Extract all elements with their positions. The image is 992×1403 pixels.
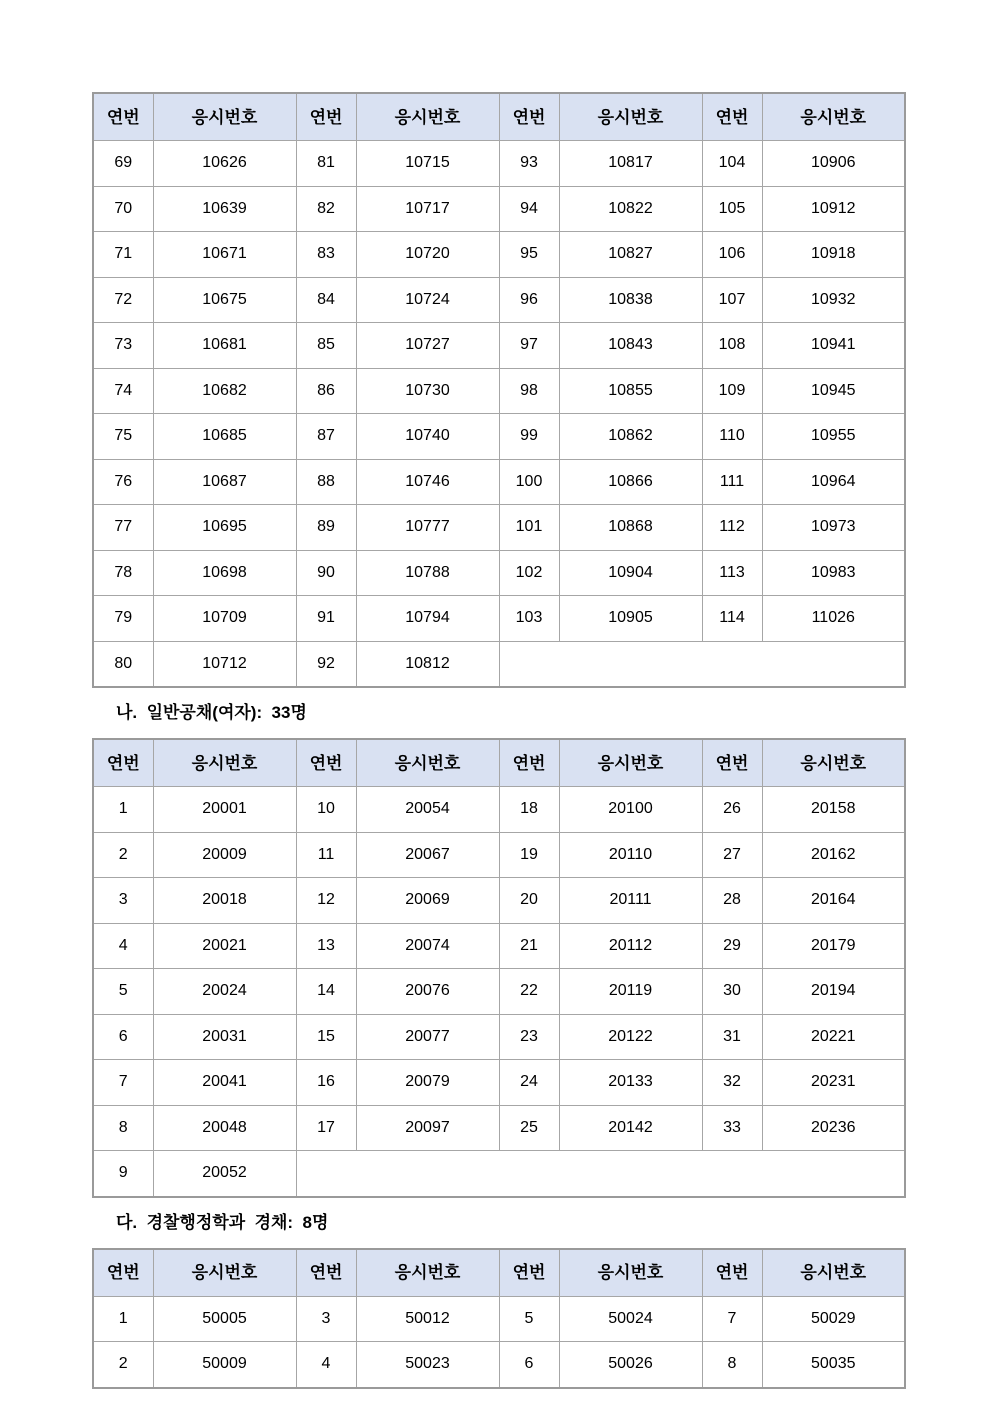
cell-examno: 10746 (356, 459, 499, 505)
cell-seq: 17 (296, 1105, 356, 1151)
cell-examno: 20111 (559, 878, 702, 924)
cell-examno: 10727 (356, 323, 499, 369)
document-body (92, 92, 898, 1389)
cell-seq: 28 (702, 878, 762, 924)
cell-seq: 69 (93, 141, 153, 187)
table-b-body (93, 787, 905, 1197)
table-row (93, 141, 905, 187)
column-header-examno-1: 응시번호 (153, 1249, 296, 1297)
table-row (93, 186, 905, 232)
cell-seq: 112 (702, 505, 762, 551)
cell-examno: 10827 (559, 232, 702, 278)
cell-seq: 74 (93, 368, 153, 414)
cell-examno: 10862 (559, 414, 702, 460)
cell-examno: 50024 (559, 1296, 702, 1342)
column-header-examno-4: 응시번호 (762, 1249, 905, 1297)
cell-seq: 2 (93, 832, 153, 878)
cell-seq: 101 (499, 505, 559, 551)
cell-seq: 85 (296, 323, 356, 369)
cell-seq: 104 (702, 141, 762, 187)
table-row (93, 596, 905, 642)
cell-seq: 22 (499, 969, 559, 1015)
cell-examno: 20122 (559, 1014, 702, 1060)
cell-seq: 95 (499, 232, 559, 278)
table-row-last (93, 641, 905, 687)
section-heading-b: 나. 일반공채(여자): 33명 (116, 703, 307, 722)
cell-examno: 50012 (356, 1296, 499, 1342)
cell-examno: 20158 (762, 787, 905, 833)
cell-seq: 105 (702, 186, 762, 232)
cell-seq: 102 (499, 550, 559, 596)
table-row (93, 1296, 905, 1342)
table-row (93, 550, 905, 596)
cell-examno: 20074 (356, 923, 499, 969)
cell-seq: 15 (296, 1014, 356, 1060)
cell-seq: 93 (499, 141, 559, 187)
cell-seq: 83 (296, 232, 356, 278)
cell-examno: 10740 (356, 414, 499, 460)
table-c-header (93, 1249, 905, 1297)
cell-examno: 20077 (356, 1014, 499, 1060)
cell-examno: 20067 (356, 832, 499, 878)
cell-seq: 88 (296, 459, 356, 505)
cell-examno: 10904 (559, 550, 702, 596)
column-header-seq-3: 연번 (499, 739, 559, 787)
column-header-examno-1: 응시번호 (153, 93, 296, 141)
cell-examno: 10964 (762, 459, 905, 505)
column-header-seq-2: 연번 (296, 93, 356, 141)
table-row (93, 1105, 905, 1151)
column-header-examno-2: 응시번호 (356, 739, 499, 787)
cell-seq: 25 (499, 1105, 559, 1151)
cell-examno: 10717 (356, 186, 499, 232)
cell-seq: 94 (499, 186, 559, 232)
cell-examno: 10720 (356, 232, 499, 278)
cell-seq: 80 (93, 641, 153, 687)
column-header-seq-4: 연번 (702, 739, 762, 787)
column-header-seq-2: 연번 (296, 1249, 356, 1297)
cell-examno: 20112 (559, 923, 702, 969)
cell-seq: 107 (702, 277, 762, 323)
cell-seq: 75 (93, 414, 153, 460)
cell-examno: 20031 (153, 1014, 296, 1060)
cell-seq: 3 (296, 1296, 356, 1342)
cell-examno: 10730 (356, 368, 499, 414)
cell-examno: 50005 (153, 1296, 296, 1342)
cell-seq: 11 (296, 832, 356, 878)
cell-examno: 10918 (762, 232, 905, 278)
cell-seq: 5 (499, 1296, 559, 1342)
cell-seq: 18 (499, 787, 559, 833)
cell-seq: 12 (296, 878, 356, 924)
cell-examno: 10941 (762, 323, 905, 369)
cell-examno: 10709 (153, 596, 296, 642)
exam-number-table-c (92, 1248, 906, 1389)
cell-examno: 11026 (762, 596, 905, 642)
cell-examno: 20162 (762, 832, 905, 878)
cell-seq: 109 (702, 368, 762, 414)
column-header-examno-2: 응시번호 (356, 93, 499, 141)
column-header-examno-3: 응시번호 (559, 739, 702, 787)
cell-seq: 113 (702, 550, 762, 596)
cell-seq: 72 (93, 277, 153, 323)
cell-examno: 20009 (153, 832, 296, 878)
cell-seq: 78 (93, 550, 153, 596)
cell-examno: 20110 (559, 832, 702, 878)
cell-examno: 10866 (559, 459, 702, 505)
cell-examno: 10685 (153, 414, 296, 460)
cell-examno: 20119 (559, 969, 702, 1015)
cell-examno: 20069 (356, 878, 499, 924)
cell-examno: 20079 (356, 1060, 499, 1106)
cell-examno: 20100 (559, 787, 702, 833)
table-row (93, 505, 905, 551)
cell-examno: 10843 (559, 323, 702, 369)
cell-examno: 20194 (762, 969, 905, 1015)
cell-examno: 10905 (559, 596, 702, 642)
cell-examno: 10945 (762, 368, 905, 414)
table-row (93, 878, 905, 924)
cell-examno: 20048 (153, 1105, 296, 1151)
cell-examno: 20097 (356, 1105, 499, 1151)
section-heading-c-row (92, 1198, 898, 1248)
table-row (93, 832, 905, 878)
cell-seq: 8 (93, 1105, 153, 1151)
cell-seq: 20 (499, 878, 559, 924)
cell-seq: 3 (93, 878, 153, 924)
cell-examno: 10855 (559, 368, 702, 414)
cell-examno: 20221 (762, 1014, 905, 1060)
cell-examno: 10794 (356, 596, 499, 642)
table-row (93, 323, 905, 369)
cell-examno: 10698 (153, 550, 296, 596)
cell-seq: 10 (296, 787, 356, 833)
cell-examno: 10681 (153, 323, 296, 369)
cell-seq: 76 (93, 459, 153, 505)
cell-examno: 10838 (559, 277, 702, 323)
cell-seq: 71 (93, 232, 153, 278)
table-row (93, 923, 905, 969)
column-header-examno-1: 응시번호 (153, 739, 296, 787)
cell-examno: 10682 (153, 368, 296, 414)
cell-examno: 50029 (762, 1296, 905, 1342)
cell-examno: 10712 (153, 641, 296, 687)
cell-examno: 20018 (153, 878, 296, 924)
exam-number-table-a (92, 92, 906, 688)
column-header-examno-3: 응시번호 (559, 1249, 702, 1297)
cell-seq: 33 (702, 1105, 762, 1151)
cell-seq: 70 (93, 186, 153, 232)
cell-seq: 31 (702, 1014, 762, 1060)
cell-examno: 10932 (762, 277, 905, 323)
cell-examno: 10777 (356, 505, 499, 551)
cell-examno: 10906 (762, 141, 905, 187)
column-header-seq-4: 연번 (702, 93, 762, 141)
cell-examno: 10868 (559, 505, 702, 551)
cell-examno: 10788 (356, 550, 499, 596)
cell-examno: 10983 (762, 550, 905, 596)
cell-examno: 10973 (762, 505, 905, 551)
cell-seq: 73 (93, 323, 153, 369)
cell-seq: 111 (702, 459, 762, 505)
column-header-examno-2: 응시번호 (356, 1249, 499, 1297)
cell-examno: 20179 (762, 923, 905, 969)
cell-examno: 20142 (559, 1105, 702, 1151)
cell-examno: 10639 (153, 186, 296, 232)
cell-seq: 27 (702, 832, 762, 878)
cell-seq: 98 (499, 368, 559, 414)
cell-seq: 6 (93, 1014, 153, 1060)
cell-examno: 50035 (762, 1342, 905, 1388)
column-header-seq-3: 연번 (499, 93, 559, 141)
cell-seq: 77 (93, 505, 153, 551)
cell-examno: 10626 (153, 141, 296, 187)
table-row (93, 969, 905, 1015)
cell-examno: 10955 (762, 414, 905, 460)
table-row (93, 277, 905, 323)
cell-seq: 7 (93, 1060, 153, 1106)
column-header-examno-4: 응시번호 (762, 93, 905, 141)
exam-number-table-b (92, 738, 906, 1198)
cell-seq: 8 (702, 1342, 762, 1388)
column-header-seq-1: 연번 (93, 1249, 153, 1297)
cell-seq: 16 (296, 1060, 356, 1106)
cell-seq: 26 (702, 787, 762, 833)
cell-seq: 99 (499, 414, 559, 460)
table-row-last (93, 1151, 905, 1197)
column-header-examno-3: 응시번호 (559, 93, 702, 141)
cell-seq: 110 (702, 414, 762, 460)
cell-seq: 91 (296, 596, 356, 642)
cell-seq: 89 (296, 505, 356, 551)
cell-examno: 50023 (356, 1342, 499, 1388)
cell-examno: 10822 (559, 186, 702, 232)
table-row (93, 232, 905, 278)
cell-seq: 5 (93, 969, 153, 1015)
cell-seq: 82 (296, 186, 356, 232)
column-header-seq-4: 연번 (702, 1249, 762, 1297)
column-header-examno-4: 응시번호 (762, 739, 905, 787)
cell-seq: 86 (296, 368, 356, 414)
cell-examno: 10912 (762, 186, 905, 232)
table-row (93, 1060, 905, 1106)
column-header-seq-1: 연번 (93, 739, 153, 787)
section-heading-c: 다. 경찰행정학과 경채: 8명 (116, 1212, 329, 1232)
cell-seq: 19 (499, 832, 559, 878)
cell-examno: 10715 (356, 141, 499, 187)
cell-seq: 1 (93, 1296, 153, 1342)
cell-examno: 20052 (153, 1151, 296, 1197)
cell-seq: 13 (296, 923, 356, 969)
cell-empty-merged (499, 641, 905, 687)
cell-examno: 10687 (153, 459, 296, 505)
cell-seq: 96 (499, 277, 559, 323)
cell-examno: 20236 (762, 1105, 905, 1151)
cell-examno: 10817 (559, 141, 702, 187)
cell-examno: 10812 (356, 641, 499, 687)
cell-seq: 114 (702, 596, 762, 642)
table-a-body (93, 141, 905, 688)
cell-seq: 30 (702, 969, 762, 1015)
cell-examno: 20024 (153, 969, 296, 1015)
cell-seq: 87 (296, 414, 356, 460)
table-row (93, 459, 905, 505)
cell-seq: 81 (296, 141, 356, 187)
column-header-seq-1: 연번 (93, 93, 153, 141)
cell-seq: 14 (296, 969, 356, 1015)
table-row (93, 787, 905, 833)
table-row (93, 414, 905, 460)
cell-seq: 21 (499, 923, 559, 969)
cell-seq: 100 (499, 459, 559, 505)
table-row (93, 368, 905, 414)
cell-seq: 108 (702, 323, 762, 369)
cell-seq: 2 (93, 1342, 153, 1388)
cell-seq: 90 (296, 550, 356, 596)
cell-seq: 29 (702, 923, 762, 969)
cell-seq: 32 (702, 1060, 762, 1106)
cell-empty-merged (296, 1151, 905, 1197)
section-heading-b-row (92, 688, 898, 738)
table-c-body (93, 1296, 905, 1388)
cell-examno: 20001 (153, 787, 296, 833)
cell-examno: 20076 (356, 969, 499, 1015)
cell-examno: 20164 (762, 878, 905, 924)
cell-examno: 10675 (153, 277, 296, 323)
cell-seq: 6 (499, 1342, 559, 1388)
cell-seq: 1 (93, 787, 153, 833)
cell-examno: 50009 (153, 1342, 296, 1388)
cell-seq: 106 (702, 232, 762, 278)
table-row (93, 1342, 905, 1388)
table-header-row (93, 93, 905, 141)
cell-examno: 10695 (153, 505, 296, 551)
cell-seq: 92 (296, 641, 356, 687)
cell-seq: 79 (93, 596, 153, 642)
column-header-seq-2: 연번 (296, 739, 356, 787)
cell-seq: 7 (702, 1296, 762, 1342)
cell-examno: 20231 (762, 1060, 905, 1106)
cell-examno: 10724 (356, 277, 499, 323)
table-row (93, 1014, 905, 1060)
table-header-row (93, 1249, 905, 1297)
cell-examno: 10671 (153, 232, 296, 278)
cell-examno: 20041 (153, 1060, 296, 1106)
table-a-header (93, 93, 905, 141)
cell-examno: 50026 (559, 1342, 702, 1388)
column-header-seq-3: 연번 (499, 1249, 559, 1297)
cell-seq: 4 (296, 1342, 356, 1388)
cell-examno: 20054 (356, 787, 499, 833)
cell-seq: 24 (499, 1060, 559, 1106)
table-b-header (93, 739, 905, 787)
cell-examno: 20021 (153, 923, 296, 969)
cell-examno: 20133 (559, 1060, 702, 1106)
table-header-row (93, 739, 905, 787)
cell-seq: 23 (499, 1014, 559, 1060)
cell-seq: 9 (93, 1151, 153, 1197)
cell-seq: 97 (499, 323, 559, 369)
cell-seq: 84 (296, 277, 356, 323)
cell-seq: 4 (93, 923, 153, 969)
cell-seq: 103 (499, 596, 559, 642)
